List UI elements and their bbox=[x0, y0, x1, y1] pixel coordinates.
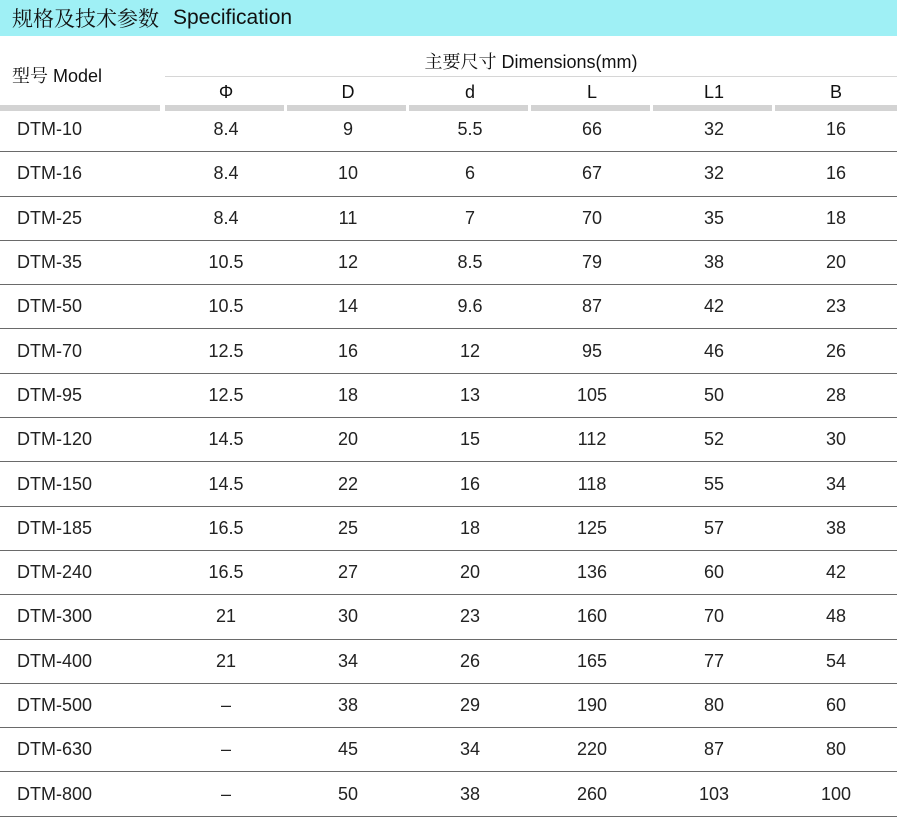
dimension-cell: 26 bbox=[459, 650, 481, 671]
dimension-cell: 16 bbox=[459, 473, 481, 494]
dimension-cell: 13 bbox=[459, 384, 481, 405]
dimension-cell: 118 bbox=[577, 473, 607, 494]
dimension-cell: 26 bbox=[825, 340, 847, 361]
dimension-cell: 160 bbox=[576, 606, 608, 627]
dimension-cell: 16 bbox=[825, 119, 847, 140]
dimension-cells bbox=[165, 784, 897, 805]
dimension-cell: 42 bbox=[825, 562, 847, 583]
dimension-cell: 67 bbox=[581, 163, 603, 184]
title-bar bbox=[0, 0, 897, 36]
model-cell: DTM-400 bbox=[17, 650, 93, 671]
dimension-cell: 10.5 bbox=[208, 296, 244, 317]
dimension-cell: 32 bbox=[703, 163, 725, 184]
dimension-cell: 48 bbox=[825, 606, 847, 627]
title-english: Specification bbox=[173, 6, 293, 29]
table-row bbox=[0, 241, 897, 285]
dimension-cell: 35 bbox=[703, 207, 725, 228]
dimension-cell: 136 bbox=[576, 562, 608, 583]
dimension-cell: 18 bbox=[459, 517, 481, 538]
dimension-cell: 220 bbox=[576, 739, 608, 760]
dimension-cell: 77 bbox=[703, 650, 725, 671]
dimension-cell: 46 bbox=[703, 340, 725, 361]
dimension-cell: 16 bbox=[337, 340, 359, 361]
dimension-cell: – bbox=[220, 739, 231, 760]
dimension-cell: 30 bbox=[337, 606, 359, 627]
dimension-cell: 28 bbox=[825, 384, 847, 405]
dimension-column-headers bbox=[165, 80, 897, 104]
dimension-cell: 38 bbox=[703, 252, 725, 273]
column-header-d: d bbox=[464, 82, 475, 102]
model-cell: DTM-150 bbox=[17, 473, 93, 494]
table-row bbox=[0, 285, 897, 329]
dimension-cell: 87 bbox=[581, 296, 603, 317]
dimension-cell: 9.6 bbox=[457, 296, 483, 317]
dimension-cell: 50 bbox=[337, 783, 359, 804]
dimension-cells bbox=[165, 208, 897, 229]
dimension-cell: 15 bbox=[459, 429, 481, 450]
dimension-cell: 95 bbox=[581, 340, 603, 361]
dimension-cells bbox=[165, 252, 897, 273]
dimension-cell: 103 bbox=[698, 783, 730, 804]
dimension-cells bbox=[165, 518, 897, 539]
dimension-cell: 12.5 bbox=[208, 384, 244, 405]
title-chinese: 规格及技术参数 bbox=[12, 8, 159, 31]
dimension-cell: 5.5 bbox=[457, 119, 483, 140]
header-divider bbox=[165, 76, 897, 77]
dimension-cell: 54 bbox=[825, 650, 847, 671]
table-row bbox=[0, 772, 897, 816]
dimension-cell: 16.5 bbox=[208, 517, 244, 538]
dimension-cell: 29 bbox=[459, 695, 481, 715]
table-row bbox=[0, 640, 897, 684]
dimension-cell: – bbox=[220, 783, 231, 804]
dimension-cell: 112 bbox=[577, 429, 607, 450]
dimension-cell: 22 bbox=[337, 473, 359, 494]
column-header-L1: L1 bbox=[703, 82, 725, 102]
dimension-cells bbox=[165, 739, 897, 760]
dimension-cell: 38 bbox=[459, 783, 481, 804]
table-row bbox=[0, 507, 897, 551]
dimension-cell: 14.5 bbox=[208, 473, 244, 494]
dimensions-group-header: 主要尺寸 Dimensions(mm) bbox=[424, 52, 638, 72]
dimension-cells bbox=[165, 562, 897, 583]
model-cell: DTM-16 bbox=[17, 163, 83, 184]
table-row bbox=[0, 551, 897, 595]
table-row bbox=[0, 108, 897, 152]
dimension-cell: 42 bbox=[703, 296, 725, 317]
dimension-cell: 12.5 bbox=[208, 340, 244, 361]
dimension-cell: 260 bbox=[576, 783, 608, 804]
dimension-cells bbox=[165, 119, 897, 140]
table-row bbox=[0, 684, 897, 728]
dimension-cell: 21 bbox=[215, 606, 237, 627]
dimension-cell: 14 bbox=[337, 296, 359, 317]
model-cell: DTM-95 bbox=[17, 384, 83, 405]
dimension-cell: 60 bbox=[703, 562, 725, 583]
column-header-L: L bbox=[586, 82, 597, 102]
dimension-cell: 6 bbox=[464, 163, 475, 184]
dimension-cell: 190 bbox=[576, 695, 608, 715]
dimension-cell: 45 bbox=[337, 739, 359, 760]
model-cell: DTM-25 bbox=[17, 207, 83, 228]
model-cell: DTM-10 bbox=[17, 119, 83, 140]
model-cell: DTM-300 bbox=[17, 606, 93, 627]
table-row bbox=[0, 595, 897, 639]
dimension-cell: 34 bbox=[825, 473, 847, 494]
dimension-cell: 50 bbox=[703, 384, 725, 405]
model-cell: DTM-50 bbox=[17, 296, 83, 317]
dimension-cell: 8.4 bbox=[213, 163, 239, 184]
dimension-cell: 60 bbox=[825, 695, 847, 715]
dimension-cell: 14.5 bbox=[208, 429, 244, 450]
dimension-cells bbox=[165, 429, 897, 450]
dimension-cell: 105 bbox=[576, 384, 608, 405]
dimension-cell: 38 bbox=[825, 517, 847, 538]
dimension-cell: 23 bbox=[459, 606, 481, 627]
dimension-cell: 38 bbox=[337, 695, 359, 715]
dimension-cell: 87 bbox=[703, 739, 725, 760]
dimension-cell: 80 bbox=[703, 695, 725, 715]
dimension-cell: 70 bbox=[703, 606, 725, 627]
table-row bbox=[0, 197, 897, 241]
model-cell: DTM-630 bbox=[17, 739, 93, 760]
model-cell: DTM-120 bbox=[17, 429, 93, 450]
dimension-cell: 32 bbox=[703, 119, 725, 140]
dimension-cells bbox=[165, 163, 897, 184]
dimension-cell: 57 bbox=[703, 517, 725, 538]
dimension-cell: 125 bbox=[576, 517, 608, 538]
table-row bbox=[0, 152, 897, 196]
dimension-cells bbox=[165, 296, 897, 317]
dimension-cell: 55 bbox=[703, 473, 725, 494]
dimension-cell: 8.5 bbox=[457, 252, 483, 273]
dimension-cells bbox=[165, 651, 897, 672]
dimension-cell: 70 bbox=[581, 207, 603, 228]
dimension-cell: 20 bbox=[459, 562, 481, 583]
dimension-cell: 34 bbox=[459, 739, 481, 760]
table-row bbox=[0, 329, 897, 373]
dimension-cell: 79 bbox=[581, 252, 603, 273]
column-header-phi: Φ bbox=[218, 82, 234, 102]
dimension-cell: 12 bbox=[459, 340, 481, 361]
model-cell: DTM-500 bbox=[17, 695, 93, 715]
dimension-cell: 11 bbox=[338, 207, 358, 228]
dimension-cell: 10 bbox=[337, 163, 359, 184]
table-row bbox=[0, 374, 897, 418]
table-header bbox=[0, 36, 897, 112]
dimension-cell: 100 bbox=[820, 783, 852, 804]
dimension-cell: 21 bbox=[215, 650, 237, 671]
model-cell: DTM-185 bbox=[17, 517, 93, 538]
dimension-cell: 16 bbox=[825, 163, 847, 184]
dimension-cell: 34 bbox=[337, 650, 359, 671]
dimension-cell: 165 bbox=[576, 650, 608, 671]
table-row bbox=[0, 418, 897, 462]
dimension-cell: 10.5 bbox=[208, 252, 244, 273]
dimension-cell: 52 bbox=[703, 429, 725, 450]
dimension-cells bbox=[165, 385, 897, 406]
dimension-cells bbox=[165, 695, 897, 716]
dimension-cell: 27 bbox=[337, 562, 359, 583]
dimension-cell: 16.5 bbox=[208, 562, 244, 583]
dimension-cell: 20 bbox=[825, 252, 847, 273]
dimension-cell: 7 bbox=[464, 207, 475, 228]
dimension-cell: 30 bbox=[825, 429, 847, 450]
dimension-cells bbox=[165, 341, 897, 362]
dimension-cell: 80 bbox=[825, 739, 847, 760]
table-body bbox=[0, 108, 897, 817]
dimension-cell: 8.4 bbox=[213, 207, 239, 228]
model-cell: DTM-35 bbox=[17, 252, 83, 273]
model-cell: DTM-800 bbox=[17, 783, 93, 804]
dimension-cell: 18 bbox=[825, 207, 847, 228]
model-cell: DTM-240 bbox=[17, 562, 93, 583]
dimension-cell: 20 bbox=[337, 429, 359, 450]
dimension-cell: 8.4 bbox=[213, 119, 239, 140]
dimension-cell: 25 bbox=[337, 517, 359, 538]
column-header-B: B bbox=[829, 82, 842, 102]
model-cell: DTM-70 bbox=[17, 340, 83, 361]
dimension-cells bbox=[165, 474, 897, 495]
dimension-cell: 66 bbox=[581, 119, 603, 140]
dimension-cell: 23 bbox=[825, 296, 847, 317]
table-row bbox=[0, 728, 897, 772]
dimension-cell: – bbox=[220, 695, 231, 715]
table-row bbox=[0, 462, 897, 506]
column-header-D: D bbox=[341, 82, 355, 102]
dimension-cell: 12 bbox=[337, 252, 359, 273]
model-column-header: 型号 Model bbox=[12, 66, 103, 86]
dimension-cell: 18 bbox=[337, 384, 359, 405]
dimension-cell: 9 bbox=[342, 119, 353, 140]
dimension-cells bbox=[165, 606, 897, 627]
